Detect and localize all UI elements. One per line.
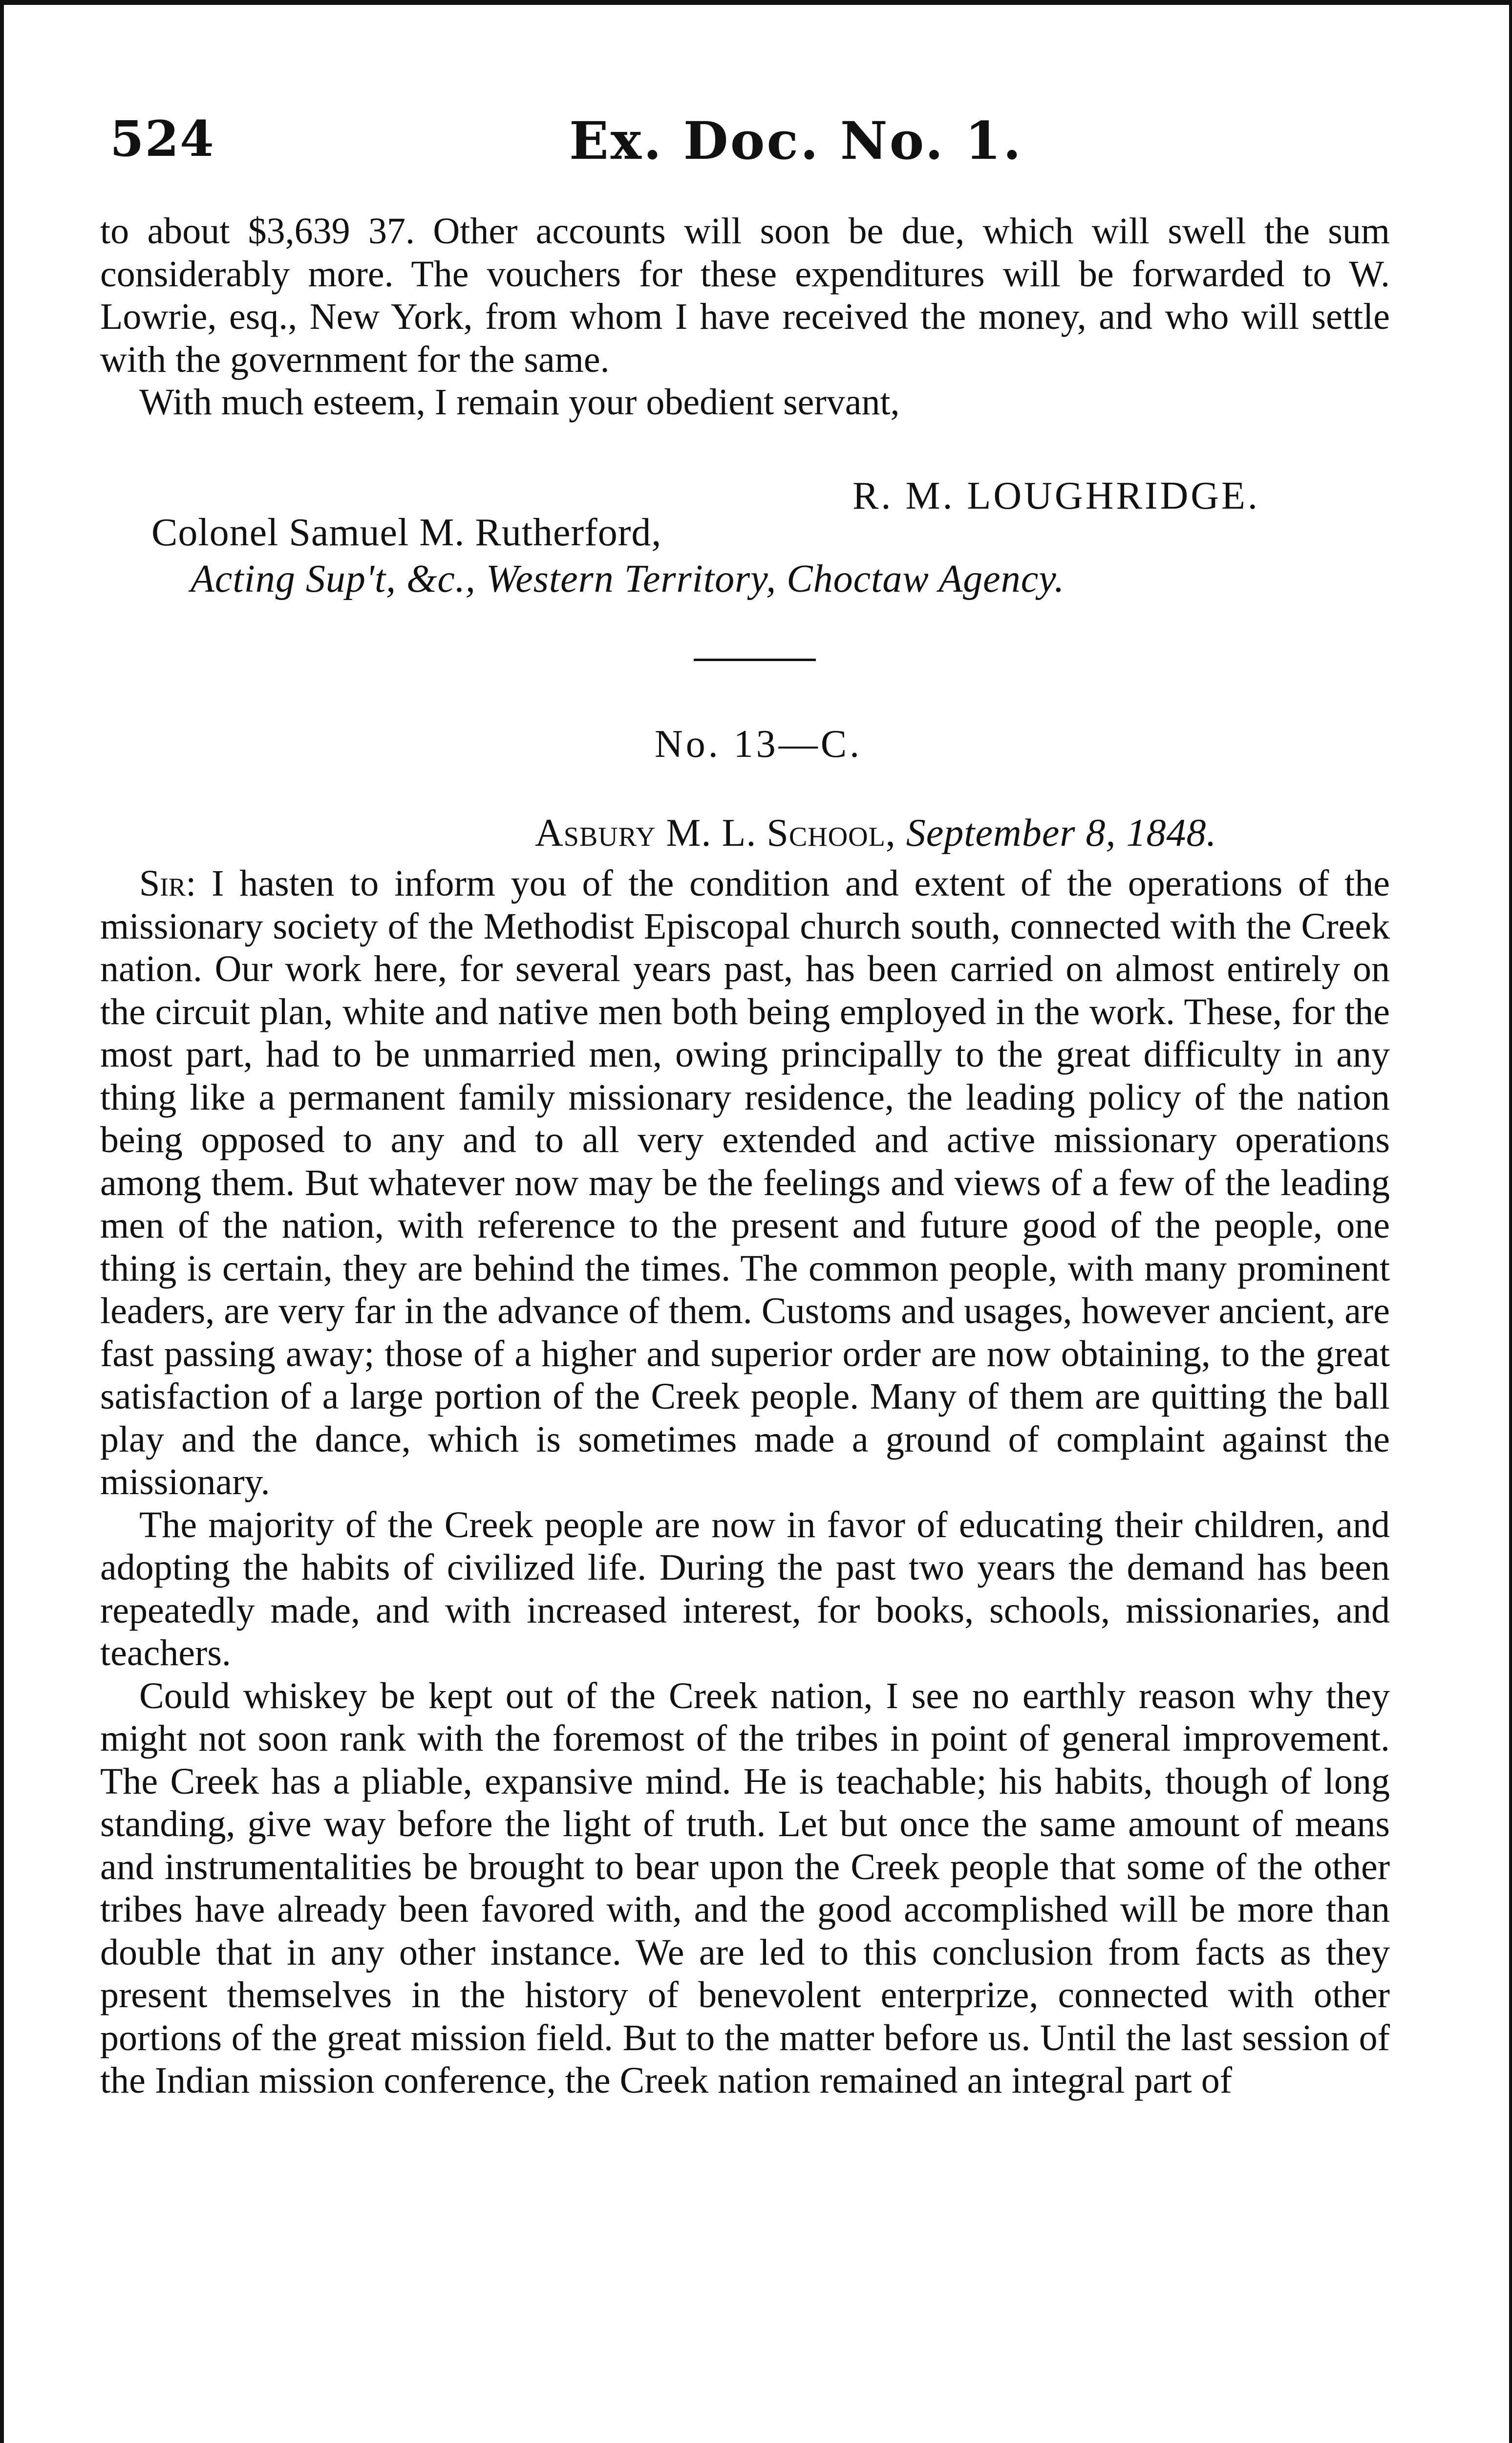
paragraph-text: I hasten to inform you of the condition and extent of the operations of the missionary society of the Methodist Episcopal church south, connected with the Creek nation. Our work here, for several years past, has been carried on almost entirely on the circuit plan, white and native men both being employed in the work. These, for the most part, had to be unmarried men, owing principally to the great difficulty in any thing like a permanent family missionary residence, the leading policy of the nation being opposed to any and to all very extended and active missionary operations among them. But whatever now may be the feelings and views of a few of the leading men of the nation, with reference to the present and future good of the people, one thing is certain, they are behind the times. The common people, with many prominent leaders, are very far in the advance of them. Customs and usages, however ancient, are fast passing away; those of a higher and superior order are now obtaining, to the great satisfaction of a large portion of the Creek people. Many of them are quitting the ball play and the dance, which is sometimes made a ground of complaint against the missionary.	[100, 863, 1390, 1502]
running-head: Ex. Doc. No. 1.	[569, 110, 1023, 171]
signature: R. M. LOUGHRIDGE.	[852, 474, 1260, 517]
page-number: 524	[110, 110, 215, 168]
scan-edge-left	[0, 0, 4, 2443]
addressee-title: Acting Sup't, &c., Western Territory, Choctaw Agency.	[191, 557, 1065, 600]
document-number: No. 13—C.	[655, 723, 863, 766]
letter-body	[100, 862, 1390, 2102]
salutation: Sir:	[139, 863, 196, 904]
section-divider	[694, 659, 816, 661]
page-header	[110, 110, 1390, 178]
dateline	[535, 811, 1216, 856]
dateline-place: Asbury M. L. School,	[535, 812, 896, 855]
closing-paragraph: to about $3,639 37. Other accounts will soon be due, which will swell the sum considerably more. The vouchers for these expenditures will be forwarded to W. Lowrie, esq., New York, from whom I have received the money, and who will settle with the government for the same.	[100, 211, 1390, 380]
scan-edge-right	[1509, 0, 1512, 2443]
letter-paragraph: Could whiskey be kept out of the Creek nation, I see no earthly reason why they might not soon rank with the foremost of the tribes in point of general improvement. The Creek has a pliable, expansive mind. He is teachable; his habits, though of long standing, give way before the light of truth. Let but once the same amount of means and instrumentalities be brought to bear upon the Creek people that some of the other tribes have already been favored with, and the good accomplished will be more than double that in any other instance. We are led to this conclusion from facts as they present themselves in the history of benevolent enterprize, connected with other portions of the great mission field. But to the matter before us. Until the last session of the Indian mission conference, the Creek nation remained an integral part of	[100, 1675, 1390, 2101]
letter-paragraph	[100, 862, 1390, 1504]
letter-paragraph: The majority of the Creek people are now in favor of educating their children, and adopting the habits of civilized life. During the past two years the demand has been repeatedly made, and with increased interest, for books, schools, missionaries, and teachers.	[100, 1504, 1390, 1673]
valediction: With much esteem, I remain your obedient servant,	[139, 382, 900, 423]
scan-edge-top	[0, 0, 1512, 5]
dateline-date: September 8, 1848.	[906, 812, 1217, 855]
previous-letter-ending	[100, 210, 1390, 424]
addressee-name: Colonel Samuel M. Rutherford,	[151, 511, 662, 554]
